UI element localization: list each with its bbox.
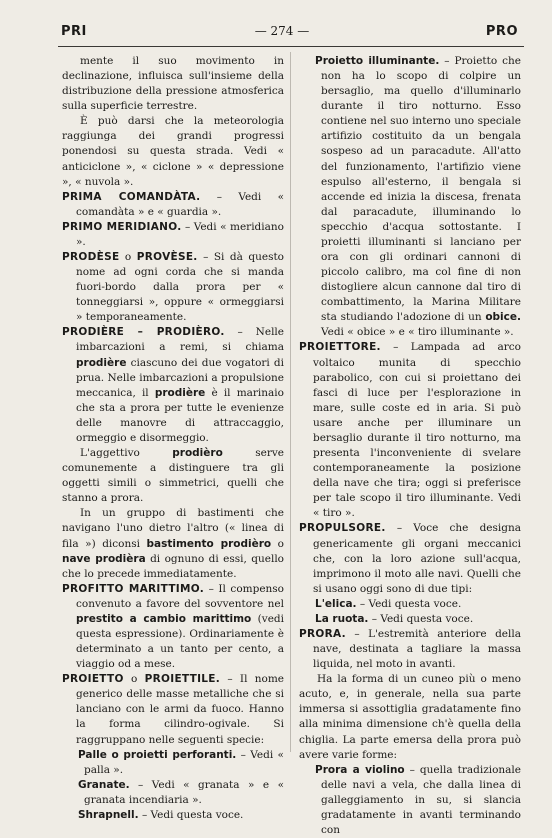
entry-headword: PRORA. [299,627,346,640]
page-number: — 274 — [254,24,310,38]
subentry-term: L'elica. [315,597,357,610]
conjunction: o [123,673,145,686]
subentry-text: – Proietto che non ha lo scopo di colpire un bersaglio, ma quello d'illuminarlo durante il tiro notturno. Esso contiene nel suo interno uno speciale artifizio costituito da un bengala sospeso ad un paracadute. All'atto del funzionamento, l'artifizio viene espulso all'esterno, il bengala si accende ed inizia la discesa, frenata dal paracadute, illuminando lo specchio d'acqua sottostante. I proietti illuminanti si lanciano per ora con gli ordinari cannoni di piccolo calibro, ma col fine di non distogliere alcun cannone dal tiro di combattimento, la Marina Militare sta studiando l'adozione di un [321,55,521,324]
entry-proietto [62,672,284,747]
entry-text: (vedi questa espressione). Ordinariamente è determinato a un tanto per cento, a viaggio od a mese. [76,612,284,671]
text: In un gruppo di bastimenti che navigano l'uno dietro l'altro (« linea di fila ») diconsi [62,507,284,550]
conjunction: o [119,251,137,264]
entry-headword: PROIETTILE. [144,673,221,686]
subentry [299,763,521,838]
paragraph: È può darsi che la meteorologia raggiunga dei grandi progressi ponendosi su questa strada. Vedi « anticiclone », « ciclone » « depressione », « nuvola ». [62,115,284,188]
term: bastimento prodièro [146,537,272,550]
entry-headword: PRODÈSE [62,251,120,264]
subentry-term: Shrapnell. [78,808,139,821]
entry-headword: PROVÈSE. [136,251,198,264]
entry-text: è il marinaio che sta a prora per tutte le evenienze delle manovre di attraccaggio, ormeggio e disormeggio. [76,386,284,444]
entry-prora [299,627,521,672]
entry-text: ciascuno dei due vogatori di prua. Nelle imbarcazioni a propulsione meccanica, il [76,356,284,399]
header-rule [58,46,524,47]
entry-text: – Il compenso convenuto a favore del sovventore nel [76,582,284,610]
left-column [62,54,284,823]
entry-prodiere [62,325,284,446]
subentry [299,612,521,627]
term: obice. [485,311,521,324]
subentry-term: Prora a violino [315,763,405,776]
column-divider [290,52,291,752]
paragraph [62,446,284,506]
entry-headword: PROIETTO [62,673,124,686]
entry-proiettore [299,340,521,521]
text: L'aggettivo [80,447,173,460]
subentry-text: – Vedi questa voce. [356,597,462,610]
entry-text: – Lampada ad arco voltaico munita di specchio parabolico, con cui si proiettano dei fasci di luce per l'esplorazione in mare, sulle coste ed in aria. Si può usare anche per illuminare un bersaglio durante il tiro notturno, ma presenta l'inconveniente di svelare contemporaneamente la posizione della nave che tira; oggi si preferisce per tale scopo il tiro illuminante. Vedi « tiro ». [313,341,521,520]
running-head-left: PRI [61,24,87,39]
text: o [271,537,284,550]
term: prodière [154,386,206,399]
entry-text: – L'estremità anteriore della nave, destinata a tagliare la massa liquida, nel moto in avanti. [313,627,521,671]
right-column [299,54,521,838]
entry-headword: PROFITTO MARITTIMO. [62,582,205,595]
entry-prodese [62,250,284,325]
subentry [62,748,284,778]
subentry-text: – Vedi questa voce. [138,808,244,821]
entry-text: – Il nome generico delle masse metalliche che si lanciano con le armi da fuoco. Hanno la forma cilindro-ogivale. Si raggruppano nelle seguenti specie: [76,673,285,746]
entry-headword: PROPULSORE. [299,522,386,535]
paragraph: mente il suo movimento in declinazione, influisca sull'insieme della distribuzione della pressione atmosferica sulla superficie terrestre. [62,55,284,113]
subentry-term: Palle o proietti perforanti. [78,748,237,761]
entry-text: – Nelle imbarcazioni a remi, si chiama [76,326,284,354]
entry-headword: PRODIÈRE – PRODIÈRO. [62,326,225,339]
subentry-term: La ruota. [315,612,369,625]
entry-text: – Vedi « meridiano ». [76,220,284,248]
running-head-right: PRO [485,24,518,39]
entry-headword: PROIETTORE. [299,341,381,354]
text: serve comunemente a distinguere tra gli oggetti simili o simmetrici, quelli che stanno a prora. [62,447,284,505]
subentry-text: – Vedi « granata » e « granata incendiaria ». [84,778,284,806]
subentry-text: – quella tradizionale delle navi a vela, che dalla linea di galleggiamento in su, si slancia gradatamente in avanti terminando con [321,763,522,836]
entry-text: – Voce che designa genericamente gli organi meccanici che, con la loro azione sull'acqua, imprimono il moto alle navi. Quelli che si usano oggi sono di due tipi: [313,522,521,595]
subentry-term: Proietto illuminante. [315,55,440,67]
subentry [62,808,284,823]
subentry [299,597,521,612]
term: prodière [76,356,127,369]
entry-propulsore [299,521,521,596]
subentry [62,778,284,808]
term: prestito a cambio marittimo [76,612,252,625]
entry-profitto-marittimo [62,582,284,672]
entry-text: – Si dà questo nome ad ogni corda che si manda fuori-bordo dalla prora per « tonneggiarsi », oppure « ormeggiarsi » temporaneamente. [76,251,284,324]
entry-primo-meridiano [62,220,284,250]
subentry-text: – Vedi questa voce. [368,612,474,625]
paragraph [62,506,284,581]
subentry-text: – Vedi « palla ». [84,748,284,776]
term: prodièro [172,447,223,460]
subentry-text: Vedi « obice » e « tiro illuminante ». [321,326,514,339]
entry-prima-comandata [62,190,284,220]
subentry-term: Granate. [78,778,130,791]
entry-text: – Vedi « comandàta » e « guardia ». [76,190,284,218]
entry-headword: PRIMA COMANDÀTA. [62,190,201,203]
entry-headword: PRIMO MERIDIANO. [62,220,182,233]
text: di ognuno di essi, quello che lo precede immediatamente. [62,552,284,580]
paragraph: Ha la forma di un cuneo più o meno acuto, e, in generale, nella sua parte immersa si assottiglia gradatamente fino alla minima dimensione ch'è quella della chiglia. La parte emersa della prora può avere varie forme: [299,673,521,761]
subentry [299,54,521,340]
term: nave prodièra [62,552,146,565]
